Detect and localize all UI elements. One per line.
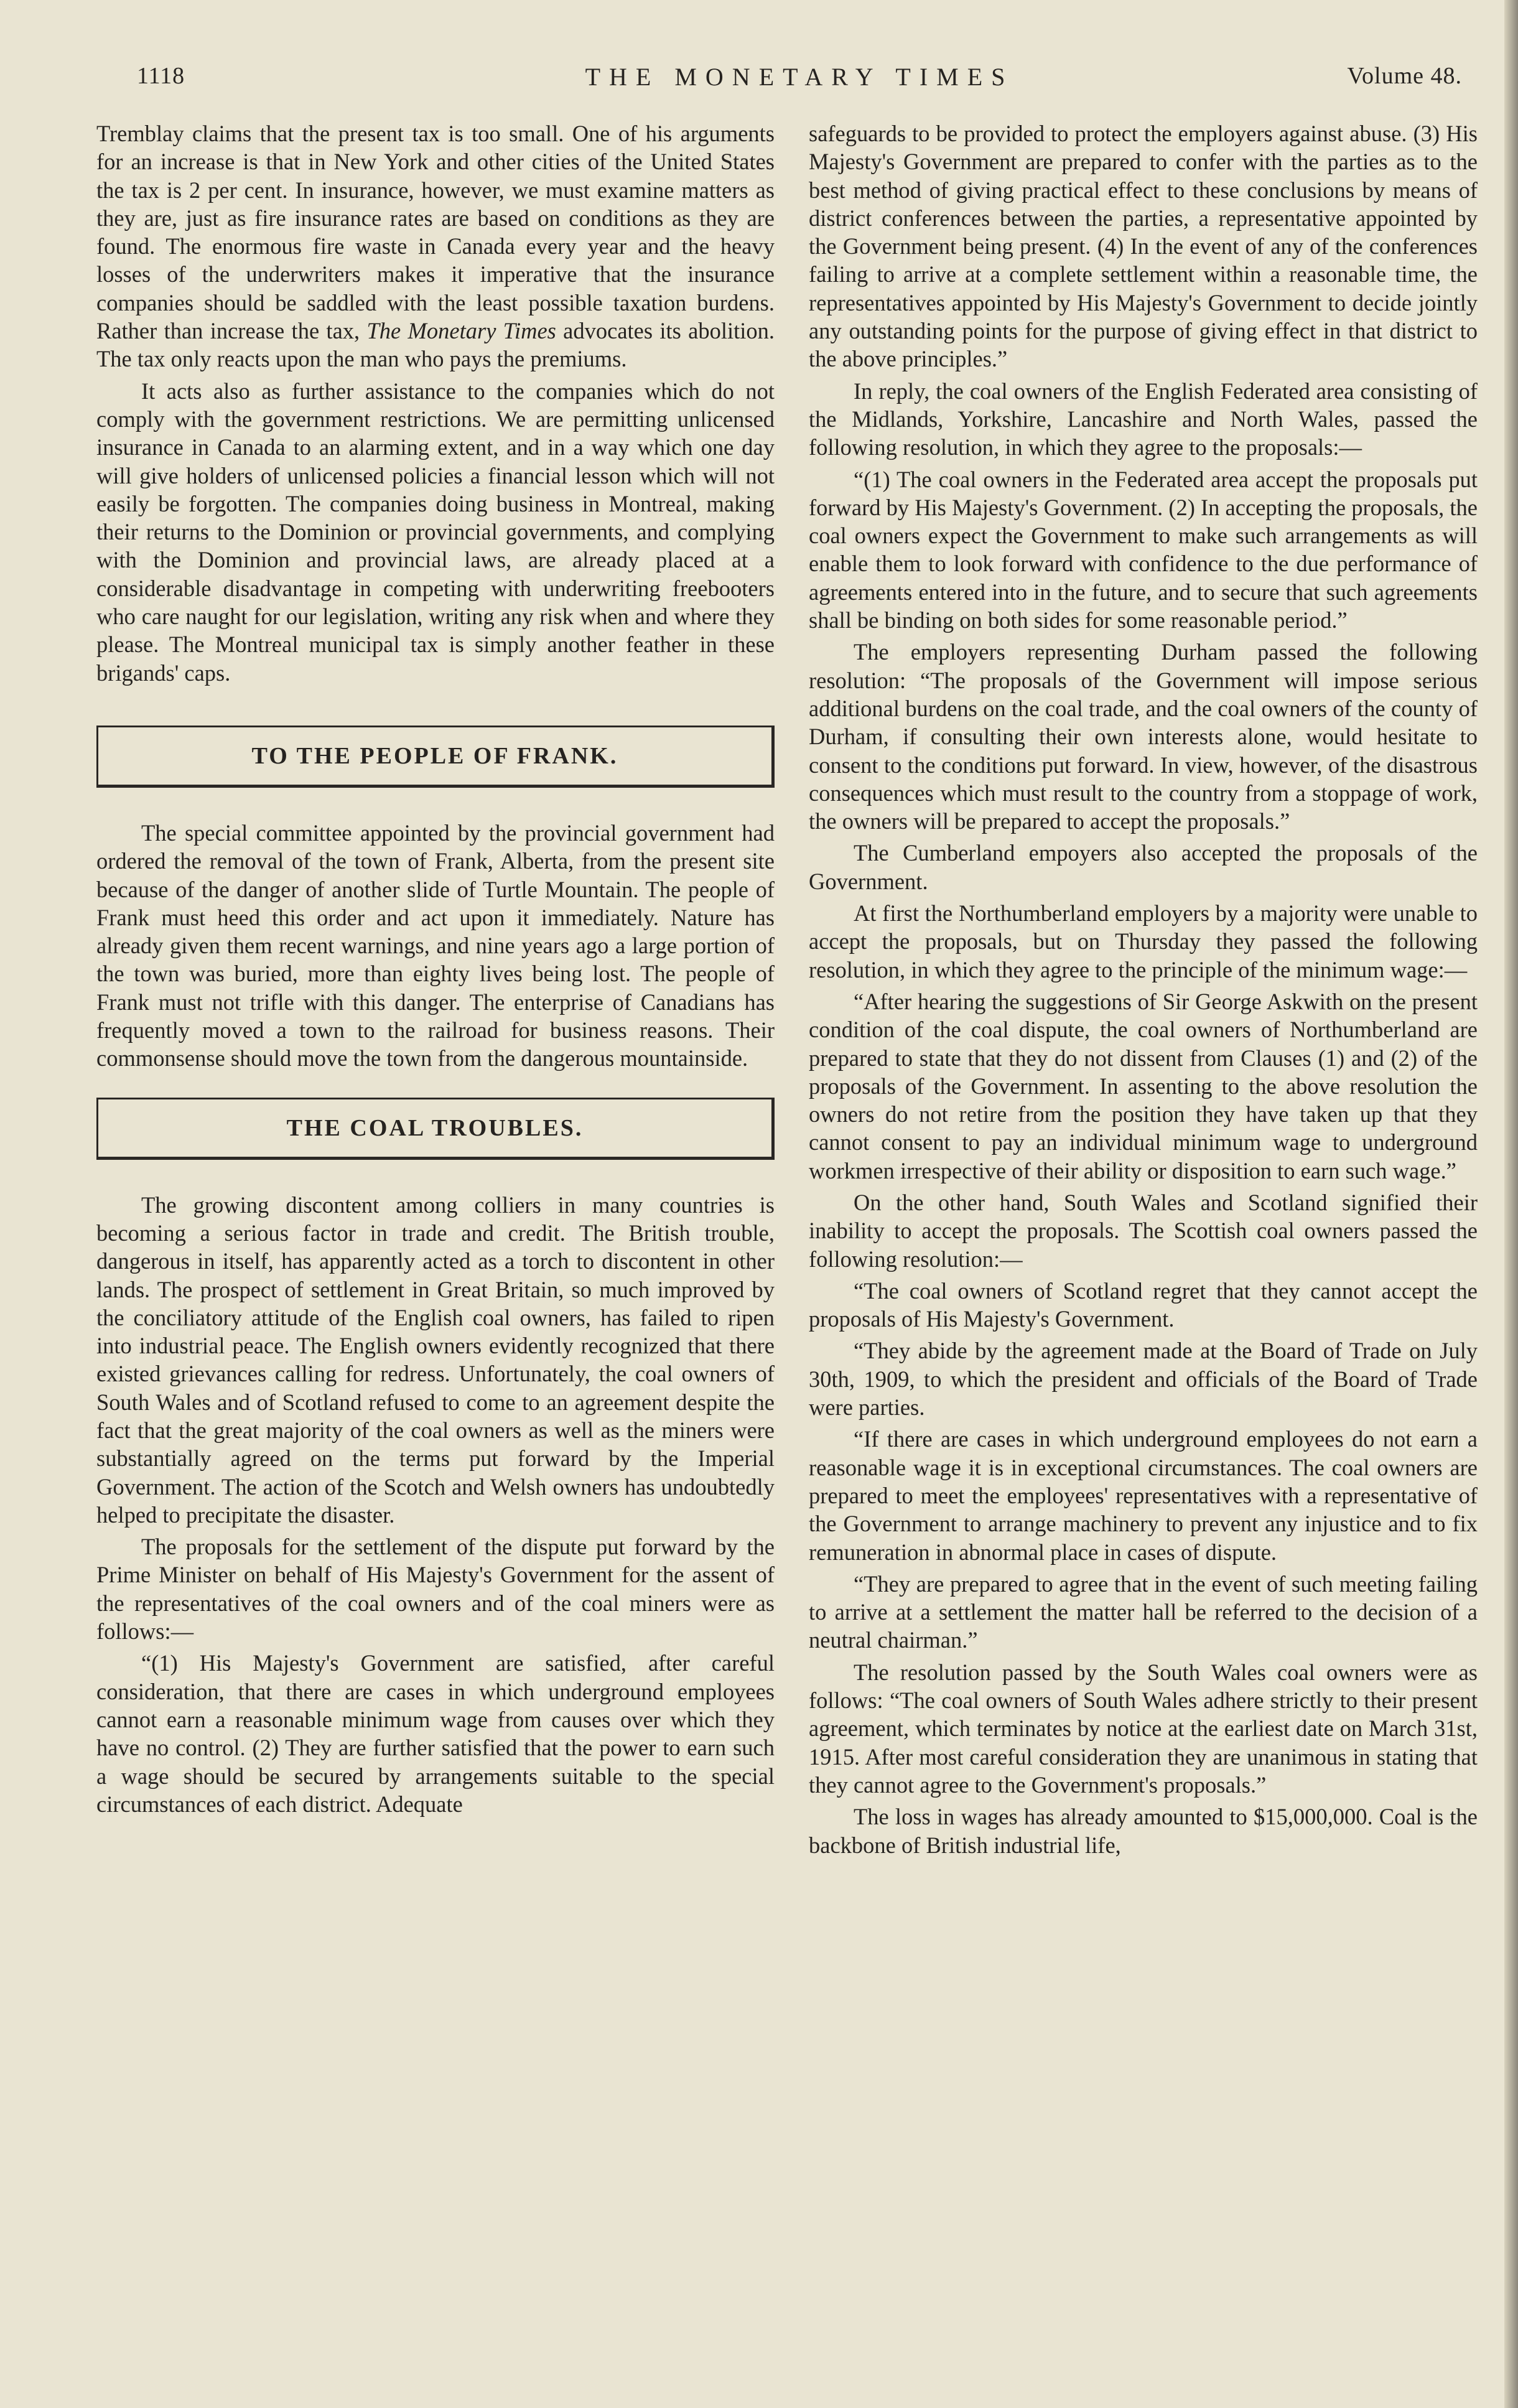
article-paragraph: It acts also as further assistance to the companies which do not comply with the government restrictions. We are permitting unlicensed insurance in Canada to an alarming extent, and in a way which one day will give holders of unlicensed policies a financial lesson which will not easily be forgotten. The companies doing business in Montreal, making their returns to the Dominion or provincial governments, and complying with the Dominion and provincial laws, are already placed at a considerable disadvantage in competing with underwriting freebooters who care naught for our legislation, writing any risk when and where they please. The Montreal municipal tax is simply another feather in these brigands' caps. (96, 378, 775, 686)
quoted-resolution: “They abide by the agreement made at the Board of Trade on July 30th, 1909, to which the president and officials of the Board of Trade were parties. (809, 1338, 1478, 1421)
article-paragraph: At first the Northumberland employers by a majority were unable to accept the proposals, but on Thursday they passed the following resolution, in which they agree to the principle of the minimum wage:— (809, 900, 1478, 982)
article-paragraph: The growing discontent among colliers in many countries is becoming a serious factor in trade and credit. The British trouble, dangerous in itself, has apparently acted as a torch to discontent in other lands. The prospect of settlement in Great Britain, so much improved by the conciliatory attitude of the English coal owners, has failed to ripen into industrial peace. The English owners evidently recognized that there existed grievances calling for redress. Unfortunately, the coal owners of South Wales and of Scotland refused to come to an agreement despite the fact that the great majority of the coal owners as well as the miners were substantially agreed on the terms put forward by the Imperial Government. The action of the Scotch and Welsh owners has undoubtedly helped to precipitate the disaster. (96, 1192, 775, 1528)
paragraph-text: Tremblay claims that the present tax is too small. One of his arguments for an increase is that in New York and other cities of the United States the tax is 2 per cent. In insurance, however, we must examine matters as they are, just as fire insurance rates are based on conditions as they are found. The enormous fire waste in Canada every year and the heavy losses of the underwriters makes it imperative that the insurance companies should be saddled with the least possible taxation burdens. Rather than increase the tax, (96, 121, 775, 344)
volume-label: Volume 48. (1347, 63, 1462, 89)
publication-name-italic: The Monetary Times (366, 318, 556, 344)
left-column (96, 119, 775, 2384)
quoted-resolution: “After hearing the suggestions of Sir George Askwith on the present condition of the coal dispute, the coal owners of Northumberland are prepared to state that they do not dissent from Clauses (1) and (2) of the proposals of the Government. In assenting to the above resolution the owners do not retire from the position they have taken up that they cannot consent to pay an individual minimum wage to underground workmen irrespective of their ability or disposition to earn such wage.” (809, 988, 1478, 1183)
article-paragraph: The special committee appointed by the provincial government had ordered the removal of the town of Frank, Alberta, from the present site because of the danger of another slide of Turtle Mountain. The people of Frank must heed this order and act upon it immediately. Nature has already given them recent warnings, and nine years ago a large portion of the town was buried, more than eighty lives being lost. The people of Frank must not trifle with this danger. The enterprise of Canadians has frequently moved a town to the railroad for business reasons. Their commonsense should move the town from the dangerous mountainside. (96, 819, 775, 1071)
quoted-proposal: “(1) His Majesty's Government are satisfied, after careful consideration, that there are cases in which underground employees cannot earn a reasonable minimum wage from causes over which they have no control. (2) They are further satisfied that the power to earn such a wage should be secured by arrangements suitable to the special circumstances of each district. Adequate (96, 1650, 775, 1817)
article-paragraph: The proposals for the settlement of the dispute put forward by the Prime Minister on behalf of His Majesty's Government for the assent of the representatives of the coal owners and of the coal miners were as follows:— (96, 1534, 775, 1645)
article-paragraph: In reply, the coal owners of the English Federated area consisting of the Midlands, Yorkshire, Lancashire and North Wales, passed the following resolution, in which they agree to the proposals:— (809, 378, 1478, 460)
quoted-resolution: “If there are cases in which underground employees do not earn a reasonable wage it is in exceptional circumstances. The coal owners are prepared to meet the employees' representatives with a representative of the Government to arrange machinery to prevent any injustice and to fix remuneration in abnormal place in cases of dispute. (809, 1426, 1478, 1565)
article-paragraph: The resolution passed by the South Wales coal owners were as follows: “The coal owners of South Wales adhere strictly to their present agreement, which terminates by notice at the earliest date on March 31st, 1915. After most careful consideration they are unanimous in stating that they cannot agree to the Government's proposals.” (809, 1659, 1478, 1798)
article-paragraph: The employers representing Durham passed the following resolution: “The proposals of the Government will impose serious additional burdens on the coal trade, and the coal owners of the county of Durham, if consulting their own interests alone, would hesitate to consent to the conditions put forward. In view, however, of the disastrous consequences which must result to the country from a stoppage of work, the owners will be prepared to accept the proposals.” (809, 639, 1478, 834)
article-paragraph (96, 119, 775, 373)
right-column (809, 119, 1478, 2384)
page-header (137, 62, 1462, 106)
quoted-resolution: “(1) The coal owners in the Federated area accept the proposals put forward by His Majesty's Government. (2) In accepting the proposals, the coal owners expect the Government to make such arrangements as will enable them to look forward with confidence to the due performance of agreements entered into in the future, and to secure that such agreements shall be binding on both sides for some reasonable period.” (809, 466, 1478, 633)
section-heading-coal: THE COAL TROUBLES. (96, 1098, 775, 1160)
page-edge-shadow (1504, 0, 1518, 2408)
paragraph-text: advocates its abolition. The tax only reacts upon the man who pays the premiums. (96, 318, 775, 372)
quoted-resolution: “The coal owners of Scotland regret that they cannot accept the proposals of His Majesty's Government. (809, 1277, 1478, 1332)
quoted-resolution: “They are prepared to agree that in the event of such meeting failing to arrive at a settlement the matter hall be referred to the decision of a neutral chairman.” (809, 1570, 1478, 1653)
section-heading-frank: TO THE PEOPLE OF FRANK. (96, 726, 775, 788)
quoted-proposal: safeguards to be provided to protect the employers against abuse. (3) His Majesty's Government are prepared to confer with the parties as to the best method of giving practical effect to these conclusions by means of district conferences between the parties, a representative appointed by the Government being present. (4) In the event of any of the conferences failing to arrive at a complete settlement within a reasonable time, the representatives appointed by His Majesty's Government to decide jointly any outstanding points for the purpose of giving effect in that district to the above principles.” (809, 121, 1478, 372)
publication-title: THE MONETARY TIMES (585, 63, 1014, 91)
article-paragraph: On the other hand, South Wales and Scotland signified their inability to accept the proposals. The Scottish coal owners passed the following resolution:— (809, 1189, 1478, 1272)
article-paragraph: The loss in wages has already amounted to $15,000,000. Coal is the backbone of British industrial life, (809, 1804, 1478, 1858)
page-number: 1118 (137, 63, 185, 89)
article-paragraph: The Cumberland empoyers also accepted the proposals of the Government. (809, 840, 1478, 894)
